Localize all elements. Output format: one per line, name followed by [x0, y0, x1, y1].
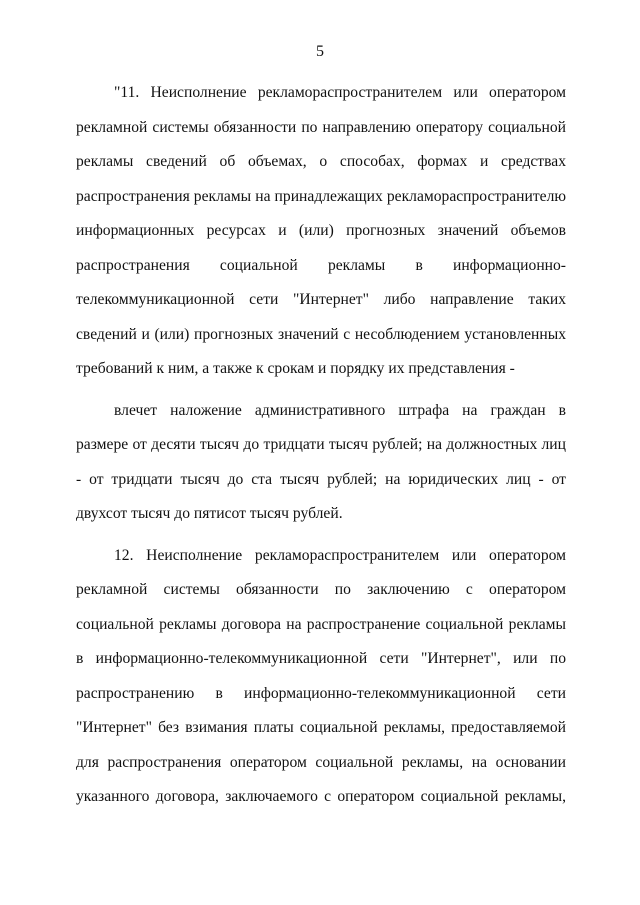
page-number: 5 [316, 43, 324, 60]
paragraph-12: 12. Неисполнение рекламораспространителем или оператором рекламной системы обязанности по заключению с оператором социальной рекламы договора на распространение социальной рекламы в информационно-телекоммуникационной сети "Интернет", или по распространению в информационно-телекоммуникационной сети "Интернет" без взимания платы социальной рекламы, предоставляемой для распространения оператором социальной рекламы, на основании указанного договора, заключаемого с оператором социальной рекламы, [76, 546, 566, 805]
document-body [76, 76, 566, 815]
paragraph-11: "11. Неисполнение рекламораспространителем или оператором рекламной системы обязанности по направлению оператору социальной рекламы сведений об объемах, о способах, формах и средствах распространения рекламы на принадлежащих рекламораспространителю информационных ресурсах и (или) прогнозных значений объемов распространения социальной рекламы в информационно-телекоммуникационной сети "Интернет" либо направление таких сведений и (или) прогнозных значений с несоблюдением установленных требований к ним, а также к срокам и порядку их представления - [76, 84, 566, 377]
paragraph-penalty: влечет наложение административного штрафа на граждан в размере от десяти тысяч до тридцати тысяч рублей; на должностных лиц - от тридцати тысяч до ста тысяч рублей; на юридических лиц - от двухсот тысяч до пятисот тысяч рублей. [76, 401, 566, 522]
